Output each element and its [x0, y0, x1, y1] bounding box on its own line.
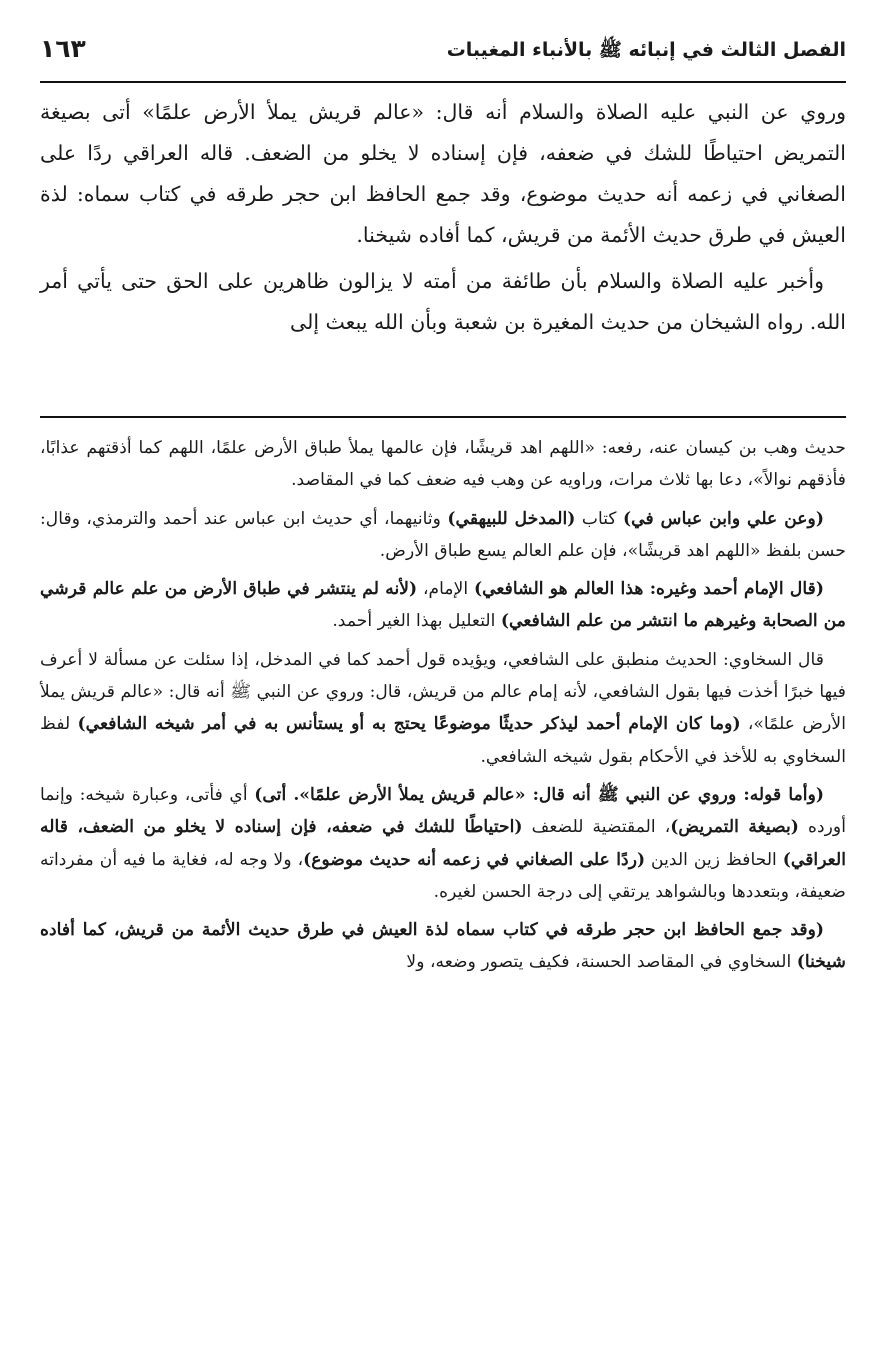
commentary-paragraph	[40, 573, 846, 638]
chapter-title: الفصل الثالث في إنبائه ﷺ بالأنباء المغيبات	[446, 39, 846, 61]
commentary-divider	[40, 416, 846, 418]
commentary-text	[40, 432, 846, 985]
commentary-text-run: الحافظ زين الدين	[645, 849, 783, 870]
running-header	[40, 34, 846, 76]
header-rule	[40, 81, 846, 83]
quoted-matn: (وعن علي وابن عباس في)	[623, 508, 824, 529]
main-paragraph: وروي عن النبي عليه الصلاة والسلام أنه قال: «عالم قريش يملأ الأرض علمًا» أتى بصيغة التمريض احتياطًا للشك في ضعفه، فإن إسناده لا يخلو من الضعف. قاله العراقي ردًا على الصغاني في زعمه أنه حديث موضوع، وقد جمع الحافظ ابن حجر طرقه في كتاب سماه: لذة العيش في طرق حديث الأئمة من قريش، كما أفاده شيخنا.	[40, 100, 846, 247]
commentary-text-run: ، ولا وجه له، فغاية ما فيه أن مفرداته ضعيفة، وبتعددها وبالشواهد يرتقي إلى درجة الحسن لغيره.	[40, 849, 846, 902]
commentary-paragraph	[40, 503, 846, 568]
quoted-matn: (وأما قوله: وروي عن النبي ﷺ أنه قال: «عالم قريش يملأ الأرض علمًا». أتى)	[254, 784, 824, 805]
main-text	[40, 92, 846, 348]
commentary-paragraph: حديث وهب بن كيسان عنه، رفعه: «اللهم اهد قريشًا، فإن عالمها يملأ طباق الأرض علمًا، اللهم كما أذقتهم عذابًا، فأذقهم نوالاً»، دعا بها ثلاث مرات، وراويه عن وهب فيه ضعف كما في المقاصد.	[40, 438, 846, 491]
commentary-text-run: ، المقتضية للضعف	[522, 817, 671, 838]
book-page	[40, 0, 846, 1359]
commentary-text-run: وثانيهما، أي حديث ابن عباس عند أحمد والترمذي، وقال: حسن بلفظ «اللهم اهد قريشًا»، فإن علم العالم يسع طباق الأرض.	[40, 508, 846, 561]
commentary-text-run: التعليل بهذا الغير أحمد.	[332, 611, 501, 632]
quoted-matn: (وما كان الإمام أحمد ليذكر حديثًا موضوعًا يحتج به أو يستأنس به في أمر شيخه الشافعي)	[77, 714, 741, 735]
quoted-matn: (احتياطًا للشك في ضعفه، فإن إسناده لا يخلو من الضعف، قاله العراقي)	[40, 817, 846, 870]
commentary-text-run: أي فأتى، وعبارة شيخه: وإنما أورده	[40, 784, 847, 838]
commentary-text-run: كتاب	[575, 508, 624, 529]
quoted-matn: (وقد جمع الحافظ ابن حجر طرقه في كتاب سماه لذة العيش في طرق حديث الأئمة من قريش، كما أفاده شيخنا)	[40, 920, 846, 973]
commentary-paragraph	[40, 644, 846, 773]
main-paragraph: وأخبر عليه الصلاة والسلام بأن طائفة من أمته لا يزالون ظاهرين على الحق حتى يأتي أمر الله. رواه الشيخان من حديث المغيرة بن شعبة وبأن الله يبعث إلى	[40, 269, 846, 334]
quoted-matn: (لأنه لم ينتشر في طباق الأرض من علم عالم قرشي من الصحابة وغيرهم ما انتشر من علم الشافعي)	[40, 579, 846, 632]
commentary-paragraph	[40, 914, 846, 979]
quoted-matn: (ردًا على الصغاني في زعمه أنه حديث موضوع)	[303, 849, 646, 870]
quoted-matn: (بصيغة التمريض)	[670, 817, 799, 838]
quoted-matn: (المدخل للبيهقي)	[447, 508, 576, 529]
commentary-text-run: الإمام،	[417, 579, 474, 600]
commentary-paragraph	[40, 779, 846, 908]
quoted-matn: (قال الإمام أحمد وغيره: هذا العالم هو الشافعي)	[473, 579, 824, 600]
commentary-text-run: قال السخاوي: الحديث منطبق على الشافعي، ويؤيده قول أحمد كما في المدخل، إذا سئلت عن مسألة لا أعرف فيها خبرًا أخذت فيها بقول الشافعي، لأنه إمام عالم من قريش، قال: وروي عن النبي ﷺ أنه قال: «عالم قريش يملأ الأرض علمًا»،	[40, 649, 846, 735]
commentary-text-run: السخاوي في المقاصد الحسنة، فكيف يتصور وضعه، ولا	[406, 952, 797, 973]
commentary-text-run: لفظ السخاوي به للأخذ في الأحكام بقول شيخه الشافعي.	[40, 714, 846, 767]
page-number: ١٦٣	[40, 34, 86, 63]
